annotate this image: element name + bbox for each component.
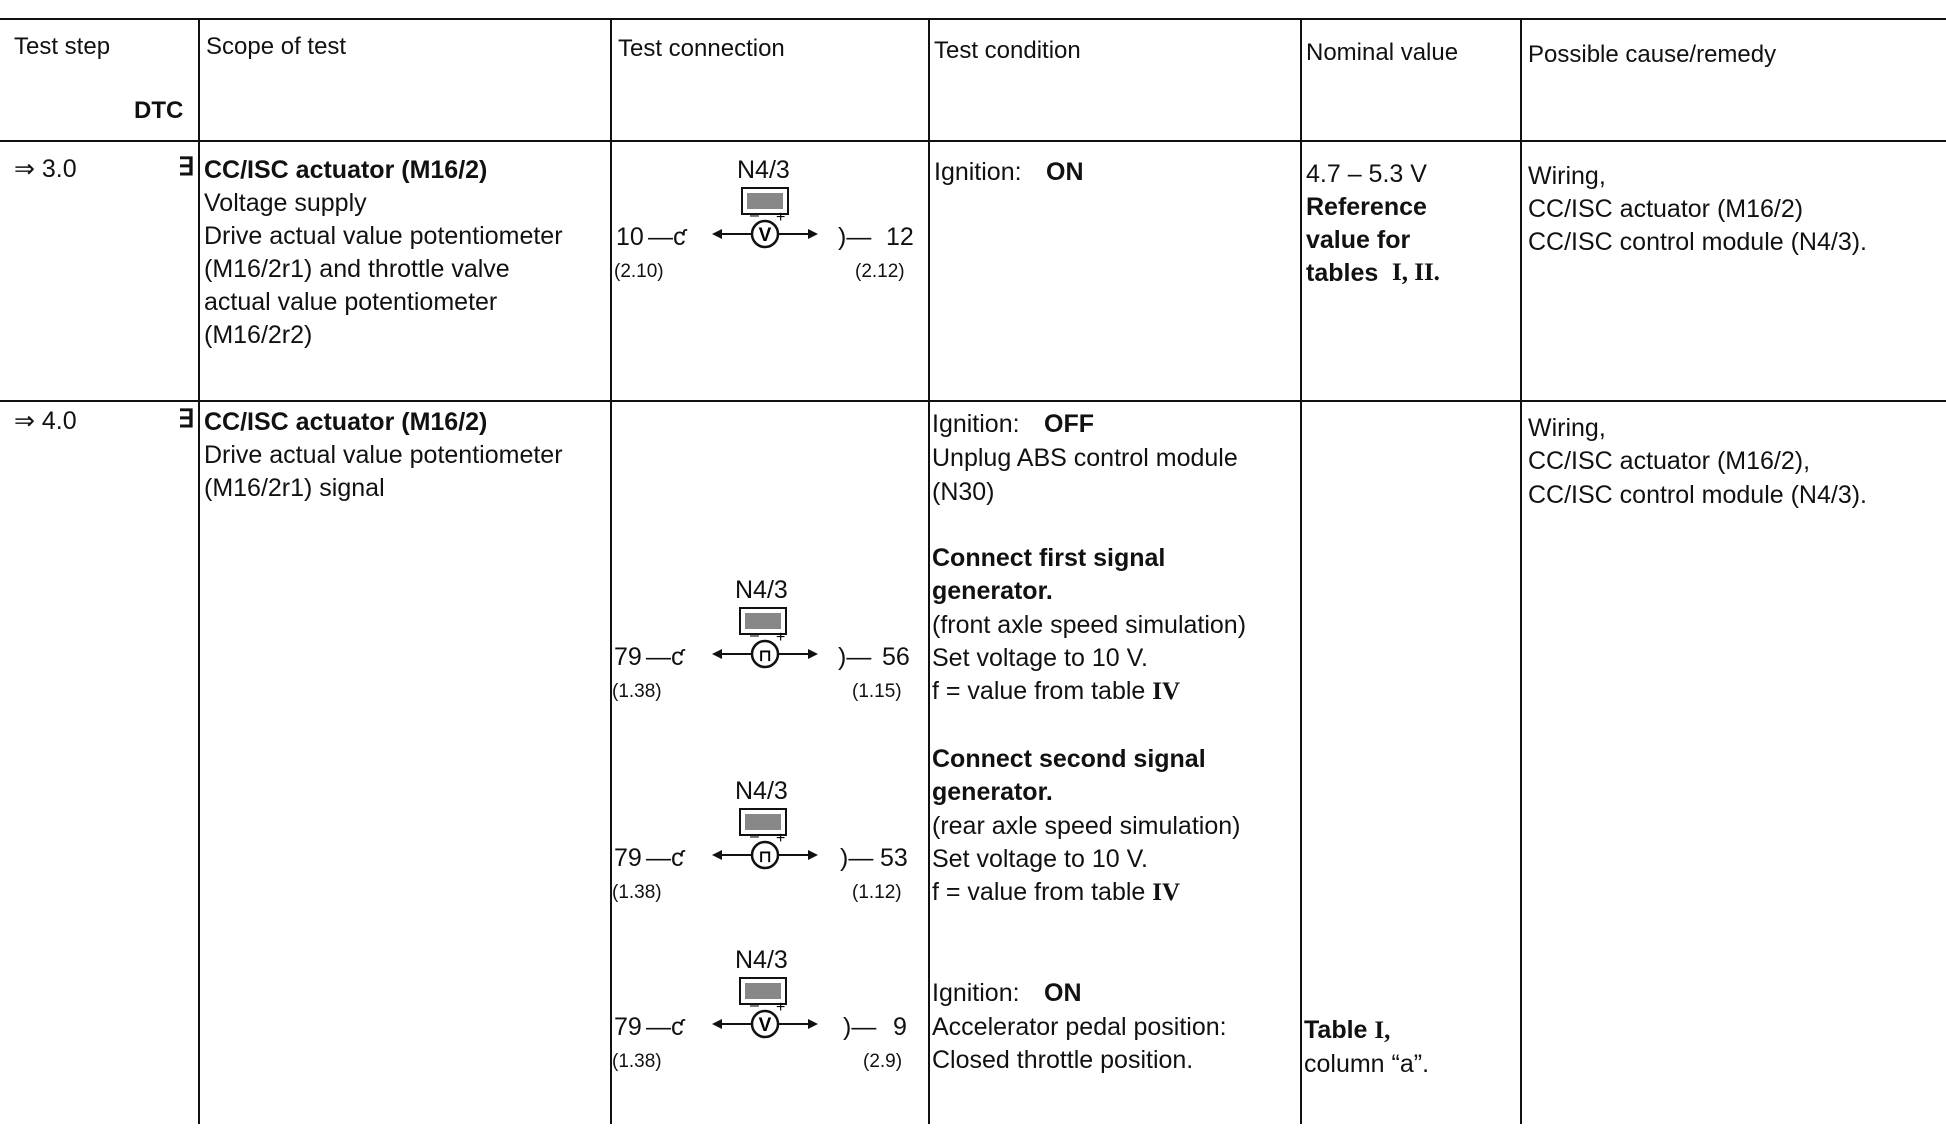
svg-text:+: + [776,830,786,847]
scope-line: (M16/2r2) [204,321,313,349]
svg-text:+: + [776,999,786,1016]
header-dtc: DTC [134,97,184,124]
scope-line: Drive actual value potentiometer [204,222,563,250]
svg-text:–: – [750,828,759,845]
left-pin: 10 [616,223,644,251]
header-rule [0,140,1946,142]
cause-line: CC/ISC control module (N4/3). [1528,228,1868,256]
condition-frequency: f = value from table IV [932,878,1181,906]
svg-text:–: – [750,627,759,644]
step-4-0: ⇒ 4.0 [14,407,77,435]
cause-line: CC/ISC control module (N4/3). [1528,481,1868,509]
right-ref: (2.9) [863,1051,903,1072]
scope-line: (M16/2r1) and throttle valve [204,255,510,283]
svg-text:–: – [750,997,759,1014]
condition-ignition-value: ON [1044,979,1082,1007]
left-ref: (1.38) [612,1051,662,1072]
right-pin: 53 [880,844,908,872]
header-scope: Scope of test [206,33,347,60]
meter-symbol: ⊓ [758,847,772,867]
left-plug-icon: —ƈ [646,1013,684,1041]
left-ref: (2.10) [614,261,664,282]
condition-line: Closed throttle position. [932,1046,1194,1074]
condition-line: Unplug ABS control module [932,444,1238,472]
voltmeter-icon [710,207,820,252]
scope-line: actual value potentiometer [204,288,498,316]
scope-line: Voltage supply [204,189,367,217]
scope-line: Drive actual value potentiometer [204,441,563,469]
dtc-mark: ∃ [178,405,194,433]
col-divider-connection [610,18,612,1124]
right-plug-icon: )— [838,643,872,671]
nominal-note: tables [1306,259,1379,287]
left-pin: 79 [614,643,642,671]
nominal-column: column “a”. [1304,1050,1430,1078]
nominal-table: Table I, [1304,1016,1391,1044]
step-3-0: ⇒ 3.0 [14,155,77,183]
col-divider-scope [198,18,200,1124]
left-pin: 79 [614,1013,642,1041]
right-plug-icon: )— [840,844,874,872]
svg-text:–: – [750,207,759,224]
condition-ignition-label: Ignition: [934,158,1022,186]
condition-line: (rear axle speed simulation) [932,812,1241,840]
header-nominal: Nominal value [1306,39,1459,66]
right-ref: (1.12) [852,882,902,903]
generator-title: Connect first signal [932,544,1166,572]
right-plug-icon: )— [843,1013,877,1041]
condition-line: Set voltage to 10 V. [932,845,1148,873]
module-label: N4/3 [735,946,788,974]
nominal-roman: I, II. [1392,259,1440,286]
header-cause: Possible cause/remedy [1528,41,1777,68]
condition-ignition-label: Ignition: [932,979,1020,1007]
condition-line: (N30) [932,478,995,506]
meter-symbol: ⊓ [758,646,772,666]
nominal-note: value for [1306,226,1411,254]
nominal-note: Reference [1306,193,1427,221]
cause-line: Wiring, [1528,162,1606,190]
generator-title: generator. [932,577,1053,605]
condition-ignition-label: Ignition: [932,410,1020,438]
col-divider-nominal [1300,18,1302,1124]
right-pin: 9 [893,1013,907,1041]
header-connection: Test connection [618,35,785,62]
condition-line: (front axle speed simulation) [932,611,1247,639]
right-pin: 56 [882,643,910,671]
header-condition: Test condition [934,37,1081,64]
top-rule [0,18,1946,20]
right-pin: 12 [886,223,914,251]
right-ref: (2.12) [855,261,905,282]
right-plug-icon: )— [838,223,872,251]
signal-generator-icon [710,627,820,672]
scope-line: (M16/2r1) signal [204,474,385,502]
left-plug-icon: —ƈ [646,643,684,671]
scope-title: CC/ISC actuator (M16/2) [204,156,488,184]
condition-line: Accelerator pedal position: [932,1013,1227,1041]
condition-line: Set voltage to 10 V. [932,644,1148,672]
scope-title: CC/ISC actuator (M16/2) [204,408,488,436]
left-plug-icon: —ƈ [646,844,684,872]
left-ref: (1.38) [612,681,662,702]
left-pin: 79 [614,844,642,872]
module-label: N4/3 [737,156,790,184]
generator-title: Connect second signal [932,745,1206,773]
condition-ignition-value: OFF [1044,410,1094,438]
condition-ignition-value: ON [1046,158,1084,186]
module-label: N4/3 [735,576,788,604]
left-ref: (1.38) [612,882,662,903]
col-divider-cause [1520,18,1522,1124]
meter-symbol: V [758,1015,772,1036]
cause-line: CC/ISC actuator (M16/2) [1528,195,1804,223]
dtc-mark: ∃ [178,153,194,181]
svg-text:+: + [776,209,786,226]
meter-symbol: V [758,225,772,246]
left-plug-icon: —ƈ [648,223,686,251]
header-test-step: Test step [14,33,111,60]
nominal-voltage: 4.7 – 5.3 V [1306,160,1427,188]
row-separator [0,400,1946,402]
voltmeter-icon [710,997,820,1042]
generator-title: generator. [932,778,1053,806]
condition-frequency: f = value from table IV [932,677,1181,705]
cause-line: Wiring, [1528,414,1606,442]
right-ref: (1.15) [852,681,902,702]
col-divider-condition [928,18,930,1124]
cause-line: CC/ISC actuator (M16/2), [1528,447,1811,475]
module-label: N4/3 [735,777,788,805]
svg-text:+: + [776,629,786,646]
signal-generator-icon [710,828,820,873]
